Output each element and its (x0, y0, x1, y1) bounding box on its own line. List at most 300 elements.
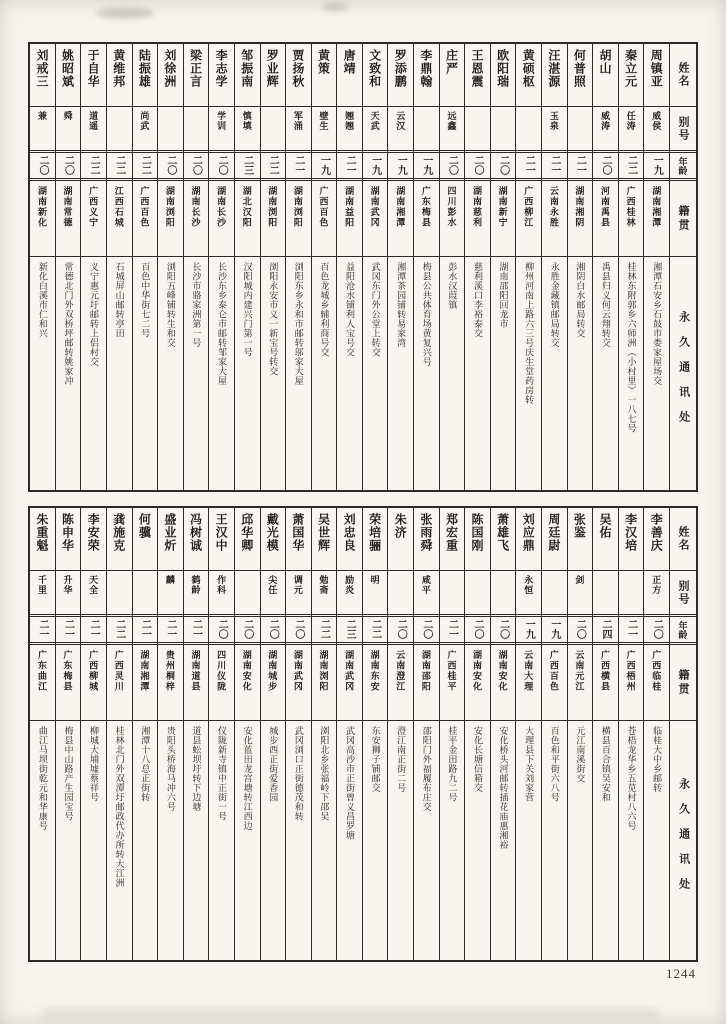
person-age: 一九 (516, 614, 541, 642)
person-age: 二二 (81, 150, 106, 178)
person-origin: 四川仪陇 (209, 642, 234, 720)
person-age: 一九 (542, 614, 567, 642)
person-address: 浏阳北乡张福岭下邵吴 (312, 720, 337, 960)
person-column (567, 508, 593, 960)
person-column (643, 44, 669, 490)
person-name: 张雨舜 (418, 513, 433, 552)
person-address: 长沙东乡泰仑市邮转邹家大屋 (209, 256, 234, 490)
person-name: 刘忠良 (342, 513, 357, 552)
person-alias: 玉泉 (542, 106, 567, 150)
person-alias: 云汉 (388, 106, 413, 150)
person-address: 湖南邵阳回龙市 (491, 256, 516, 490)
scan-smudge (40, 1010, 660, 1018)
person-column (362, 44, 388, 490)
person-age: 二〇 (30, 150, 55, 178)
person-origin: 湖南长沙 (184, 178, 209, 256)
person-alias (542, 570, 567, 614)
person-name: 萧雄飞 (495, 513, 510, 552)
person-alias (491, 106, 516, 150)
person-origin: 云南大理 (516, 642, 541, 720)
directory-table-top (28, 42, 698, 492)
person-column (515, 508, 541, 960)
person-age: 二〇 (440, 150, 465, 178)
person-address: 柳城大埔墟蔡祥号 (81, 720, 106, 960)
person-name: 于自华 (86, 49, 101, 88)
person-age: 二〇 (286, 614, 311, 642)
person-column (336, 44, 362, 490)
person-name: 李安荣 (86, 513, 101, 552)
person-alias (133, 570, 158, 614)
person-age: 二〇 (644, 614, 669, 642)
person-age: 一九 (414, 150, 439, 178)
person-origin: 贵州桐梓 (158, 642, 183, 720)
person-address: 长沙市骆家洲第一号 (184, 256, 209, 490)
person-name: 荣培骊 (367, 513, 382, 552)
person-name: 戴光模 (265, 513, 280, 552)
person-address: 禹县归义何云翔转交 (593, 256, 618, 490)
person-name: 胡山 (598, 49, 613, 75)
person-alias (261, 106, 286, 150)
person-age: 二〇 (209, 150, 234, 178)
person-origin: 广西义宁 (81, 178, 106, 256)
person-column (567, 44, 593, 490)
person-age: 二二 (363, 614, 388, 642)
person-name: 吴佑 (598, 513, 613, 539)
person-column (464, 44, 490, 490)
person-column (157, 508, 183, 960)
person-alias (235, 570, 260, 614)
person-age: 一九 (363, 150, 388, 178)
person-name: 汪湛源 (546, 49, 561, 88)
person-age: 一九 (388, 150, 413, 178)
person-origin: 湖南湘潭 (133, 642, 158, 720)
person-origin: 广西柳城 (81, 642, 106, 720)
person-address: 湘潭茶园铺转易家湾 (388, 256, 413, 490)
person-address: 百色龙城乡辅利商号交 (312, 256, 337, 490)
person-age: 二〇 (491, 150, 516, 178)
person-alias (107, 106, 132, 150)
person-alias (107, 570, 132, 614)
person-origin: 湖南武冈 (337, 642, 362, 720)
person-column (132, 508, 158, 960)
person-name: 周廷尉 (546, 513, 561, 552)
person-name: 李鼎翰 (418, 49, 433, 88)
person-origin: 云南元江 (568, 642, 593, 720)
person-address: 横县百合镇吴安和 (593, 720, 618, 960)
person-age: 二一 (516, 150, 541, 178)
person-alias: 威涛 (593, 106, 618, 150)
person-origin: 湖南新宁 (491, 178, 516, 256)
person-name: 刘徐洲 (162, 49, 177, 88)
person-column (80, 44, 106, 490)
person-alias: 学训 (209, 106, 234, 150)
person-age: 二一 (133, 614, 158, 642)
person-address: 元江南溪街交 (568, 720, 593, 960)
person-column (413, 44, 439, 490)
person-column (311, 44, 337, 490)
person-name: 贾扬秋 (290, 49, 305, 88)
person-address: 永胜金藏镇邮局转交 (542, 256, 567, 490)
person-name: 萧国华 (290, 513, 305, 552)
person-column (618, 44, 644, 490)
person-address: 义宁惠元圩邮转上侣村交 (81, 256, 106, 490)
person-address: 道县蚣坝圩转下边塘 (184, 720, 209, 960)
person-column (30, 508, 55, 960)
person-address: 仪陇新寺镇中正街一号 (209, 720, 234, 960)
person-name: 姚昭斌 (60, 49, 75, 88)
person-address: 彭水汉葭镇 (440, 256, 465, 490)
person-column (285, 44, 311, 490)
person-column (183, 44, 209, 490)
person-age: 二二 (261, 150, 286, 178)
person-origin: 四川彭水 (440, 178, 465, 256)
person-column (106, 44, 132, 490)
person-origin: 湖南浏阳 (312, 642, 337, 720)
person-address: 大理县下关刘家营 (516, 720, 541, 960)
person-alias: 千里 (30, 570, 55, 614)
person-name: 黄硕枢 (521, 49, 536, 88)
person-alias: 尚武 (133, 106, 158, 150)
person-name: 秦立元 (623, 49, 638, 88)
person-origin: 云南澄江 (388, 642, 413, 720)
person-column (106, 508, 132, 960)
person-name: 黄策 (316, 49, 331, 75)
person-origin: 湖南浏阳 (261, 178, 286, 256)
person-name: 朱济 (393, 513, 408, 539)
person-age: 二一 (81, 614, 106, 642)
header-origin: 籍贯 (670, 178, 696, 256)
person-column (132, 44, 158, 490)
person-origin: 广西桂平 (440, 642, 465, 720)
header-age: 年龄 (670, 150, 696, 178)
person-origin: 湖北汉阳 (235, 178, 260, 256)
person-alias: 咸平 (414, 570, 439, 614)
person-alias (184, 106, 209, 150)
person-column (55, 508, 81, 960)
person-origin: 湖南浏阳 (286, 178, 311, 256)
person-alias: 壁生 (312, 106, 337, 150)
person-address: 益阳沧水铺利人宝号交 (337, 256, 362, 490)
person-origin: 河南禹县 (593, 178, 618, 256)
person-origin: 广西灵川 (107, 642, 132, 720)
person-name: 盛业炘 (162, 513, 177, 552)
person-origin: 广西百色 (542, 642, 567, 720)
person-name: 梁正言 (188, 49, 203, 88)
person-column (311, 508, 337, 960)
person-address: 百色和平街六八号 (542, 720, 567, 960)
person-origin: 湖南益阳 (337, 178, 362, 256)
person-origin: 广东曲江 (30, 642, 55, 720)
person-address: 武冈东门外公堂上转交 (363, 256, 388, 490)
person-origin: 湖南武冈 (286, 642, 311, 720)
person-column (285, 508, 311, 960)
person-alias: 麟 (158, 570, 183, 614)
person-name: 刘应鼎 (521, 513, 536, 552)
person-address: 湘潭石安乡石鼓市娄家屋场交 (644, 256, 669, 490)
person-alias: 威侯 (644, 106, 669, 150)
person-origin: 湖南常德 (56, 178, 81, 256)
person-name: 唐靖 (342, 49, 357, 75)
person-origin: 湖南湘潭 (644, 178, 669, 256)
person-name: 庄严 (444, 49, 459, 75)
person-alias: 升华 (56, 570, 81, 614)
header-origin: 籍贯 (670, 642, 696, 720)
person-column (541, 44, 567, 490)
person-age: 二三 (337, 614, 362, 642)
person-age: 二一 (158, 614, 183, 642)
person-address: 梅县公共体育场黄复兴号 (414, 256, 439, 490)
person-address: 湘阴白水邮局转交 (568, 256, 593, 490)
person-address: 安化长塘信箱交 (465, 720, 490, 960)
header-name: 姓名 (677, 62, 689, 88)
person-column (208, 508, 234, 960)
person-address: 百色中华街七二号 (133, 256, 158, 490)
person-alias (568, 106, 593, 150)
person-address: 浏阳永安市义一新宝号转交 (261, 256, 286, 490)
person-age: 二〇 (56, 150, 81, 178)
person-age: 一九 (312, 150, 337, 178)
person-age: 二〇 (568, 614, 593, 642)
person-alias: 军涌 (286, 106, 311, 150)
person-address: 邵阳门外福履布庄交 (414, 720, 439, 960)
person-origin: 广西横县 (593, 642, 618, 720)
person-column (490, 508, 516, 960)
person-alias (465, 570, 490, 614)
person-address: 桂平金田路九二号 (440, 720, 465, 960)
person-column (30, 44, 55, 490)
person-name: 王汉中 (214, 513, 229, 552)
person-name: 文致和 (367, 49, 382, 88)
person-origin: 广西临桂 (644, 642, 669, 720)
person-age: 一九 (644, 150, 669, 178)
person-origin: 广东梅县 (414, 178, 439, 256)
person-column (157, 44, 183, 490)
person-age: 二〇 (209, 614, 234, 642)
person-address: 澄江南正街二号 (388, 720, 413, 960)
person-origin: 湖南湘潭 (388, 178, 413, 256)
person-age: 二一 (337, 150, 362, 178)
person-column (643, 508, 669, 960)
person-name: 王恩震 (470, 49, 485, 88)
person-origin: 云南永胜 (542, 178, 567, 256)
person-age: 二一 (56, 614, 81, 642)
person-age: 二〇 (465, 614, 490, 642)
person-age: 二〇 (491, 614, 516, 642)
person-name: 朱重魁 (34, 513, 49, 552)
person-column (541, 508, 567, 960)
person-name: 罗添鹏 (393, 49, 408, 88)
person-alias: 鹤龄 (184, 570, 209, 614)
person-column (55, 44, 81, 490)
person-origin: 湖南浏阳 (158, 178, 183, 256)
person-column (336, 508, 362, 960)
person-origin: 湖南东安 (363, 642, 388, 720)
person-alias: 道遥 (81, 106, 106, 150)
person-name: 张鉴 (572, 513, 587, 539)
person-origin: 湖南城步 (261, 642, 286, 720)
person-age: 二二 (312, 614, 337, 642)
person-age: 二一 (440, 614, 465, 642)
person-alias: 正方 (644, 570, 669, 614)
person-alias (158, 106, 183, 150)
person-column (260, 508, 286, 960)
person-column (515, 44, 541, 490)
person-age: 二〇 (235, 614, 260, 642)
person-origin: 广西柳江 (516, 178, 541, 256)
person-origin: 广东梅县 (56, 642, 81, 720)
person-age: 二三 (235, 150, 260, 178)
person-address: 城步西正街爱香园 (261, 720, 286, 960)
person-age: 二一 (619, 614, 644, 642)
person-age: 二二 (619, 150, 644, 178)
person-alias: 兼 (30, 106, 55, 150)
person-address: 安化蓝田龙宫塘转江西边 (235, 720, 260, 960)
person-origin: 湖南邵阳 (414, 642, 439, 720)
person-age: 二〇 (465, 150, 490, 178)
person-origin: 湖南道县 (184, 642, 209, 720)
person-column (362, 508, 388, 960)
person-name: 吴世辉 (316, 513, 331, 552)
person-column (234, 44, 260, 490)
person-age: 二二 (133, 150, 158, 178)
person-age: 二一 (542, 150, 567, 178)
person-alias: 明 (363, 570, 388, 614)
person-name: 刘戒三 (34, 49, 49, 88)
person-name: 邹振南 (239, 49, 254, 88)
person-age: 二一 (30, 614, 55, 642)
person-address: 武冈浏口正街德茂和转 (286, 720, 311, 960)
person-name: 陆振雄 (137, 49, 152, 88)
person-column (208, 44, 234, 490)
person-address: 湘潭十八总正街转 (133, 720, 158, 960)
person-age: 二一 (568, 150, 593, 178)
person-address: 常德北门外双桥坪邮转姚家冲 (56, 256, 81, 490)
person-column (387, 508, 413, 960)
person-alias: 永恒 (516, 570, 541, 614)
person-origin: 湖南长沙 (209, 178, 234, 256)
person-age: 二〇 (414, 614, 439, 642)
person-alias: 尖任 (261, 570, 286, 614)
person-alias: 调元 (286, 570, 311, 614)
person-alias: 天武 (363, 106, 388, 150)
person-address: 石城屏山邮转亭田 (107, 256, 132, 490)
person-alias (388, 570, 413, 614)
person-column (234, 508, 260, 960)
person-origin: 广西百色 (312, 178, 337, 256)
person-name: 周镇亚 (649, 49, 664, 88)
person-age: 二二 (107, 614, 132, 642)
person-name: 黄维邦 (111, 49, 126, 88)
person-column (592, 44, 618, 490)
person-age: 二四 (593, 614, 618, 642)
person-origin: 湖南安化 (465, 642, 490, 720)
person-origin: 广西梧州 (619, 642, 644, 720)
person-origin: 湖南湘阴 (568, 178, 593, 256)
header-address: 永久通讯处 (670, 720, 696, 960)
person-column (464, 508, 490, 960)
person-alias: 翘翘 (337, 106, 362, 150)
page-number: 1244 (666, 966, 696, 981)
person-column (439, 508, 465, 960)
header-name: 姓名 (677, 526, 689, 552)
person-age: 二一 (286, 150, 311, 178)
header-age: 年龄 (670, 614, 696, 642)
scan-smudge (96, 7, 154, 19)
person-name: 李善庆 (649, 513, 664, 552)
person-address: 安化桥头河邮转插花庙惠湘裕 (491, 720, 516, 960)
person-name: 李汉培 (623, 513, 638, 552)
person-alias (619, 570, 644, 614)
directory-table-bottom (28, 506, 698, 962)
person-name: 龚施克 (111, 513, 126, 552)
person-address: 慈利溪口李裕泰交 (465, 256, 490, 490)
person-alias: 任涛 (619, 106, 644, 150)
person-alias (593, 570, 618, 614)
person-column (413, 508, 439, 960)
person-address: 桂林东附郭乡六师洲（小村里）一八七号 (619, 256, 644, 490)
person-column (183, 508, 209, 960)
person-alias: 勉斋 (312, 570, 337, 614)
person-age: 二〇 (388, 614, 413, 642)
person-address: 临桂大中乡邮转 (644, 720, 669, 960)
person-column (439, 44, 465, 490)
person-name: 郑宏重 (444, 513, 459, 552)
person-origin: 湖南安化 (235, 642, 260, 720)
person-name: 欧阳瑞 (495, 49, 510, 88)
person-address: 汉阳城内建兴门第一号 (235, 256, 260, 490)
person-name: 陈申华 (60, 513, 75, 552)
person-alias (440, 570, 465, 614)
person-column (490, 44, 516, 490)
person-origin: 湖南武冈 (363, 178, 388, 256)
person-alias (516, 106, 541, 150)
person-alias (414, 106, 439, 150)
person-name: 罗业辉 (265, 49, 280, 88)
person-address: 贵阳头桥海马冲六号 (158, 720, 183, 960)
person-age: 二〇 (593, 150, 618, 178)
person-alias: 剑 (568, 570, 593, 614)
person-alias: 作科 (209, 570, 234, 614)
person-age: 二二 (107, 150, 132, 178)
person-address: 桂林北门外双潭圩邮政代办所转大江洲 (107, 720, 132, 960)
person-column (387, 44, 413, 490)
person-origin: 江西石城 (107, 178, 132, 256)
header-alias: 别号 (670, 106, 696, 150)
person-alias: 励炎 (337, 570, 362, 614)
person-age: 二〇 (261, 614, 286, 642)
person-address: 东安狮子铺邮交 (363, 720, 388, 960)
person-address: 浏阳五峰铺转生和交 (158, 256, 183, 490)
person-alias: 慎填 (235, 106, 260, 150)
person-address: 苍梧龙华乡五苋村八六号 (619, 720, 644, 960)
person-alias (465, 106, 490, 150)
person-alias (491, 570, 516, 614)
person-name: 邱华卿 (239, 513, 254, 552)
table-header-column (669, 508, 696, 960)
person-column (618, 508, 644, 960)
person-alias: 天全 (81, 570, 106, 614)
person-address: 武冈高沙市正街曾义昌罗塘 (337, 720, 362, 960)
person-age: 二〇 (184, 150, 209, 178)
person-name: 冯树诚 (188, 513, 203, 552)
person-origin: 广西桂林 (619, 178, 644, 256)
scan-smudge (322, 3, 348, 11)
person-column (592, 508, 618, 960)
person-age: 二〇 (158, 150, 183, 178)
person-address: 曲江马坝街乾元和华康号 (30, 720, 55, 960)
person-column (260, 44, 286, 490)
person-column (80, 508, 106, 960)
